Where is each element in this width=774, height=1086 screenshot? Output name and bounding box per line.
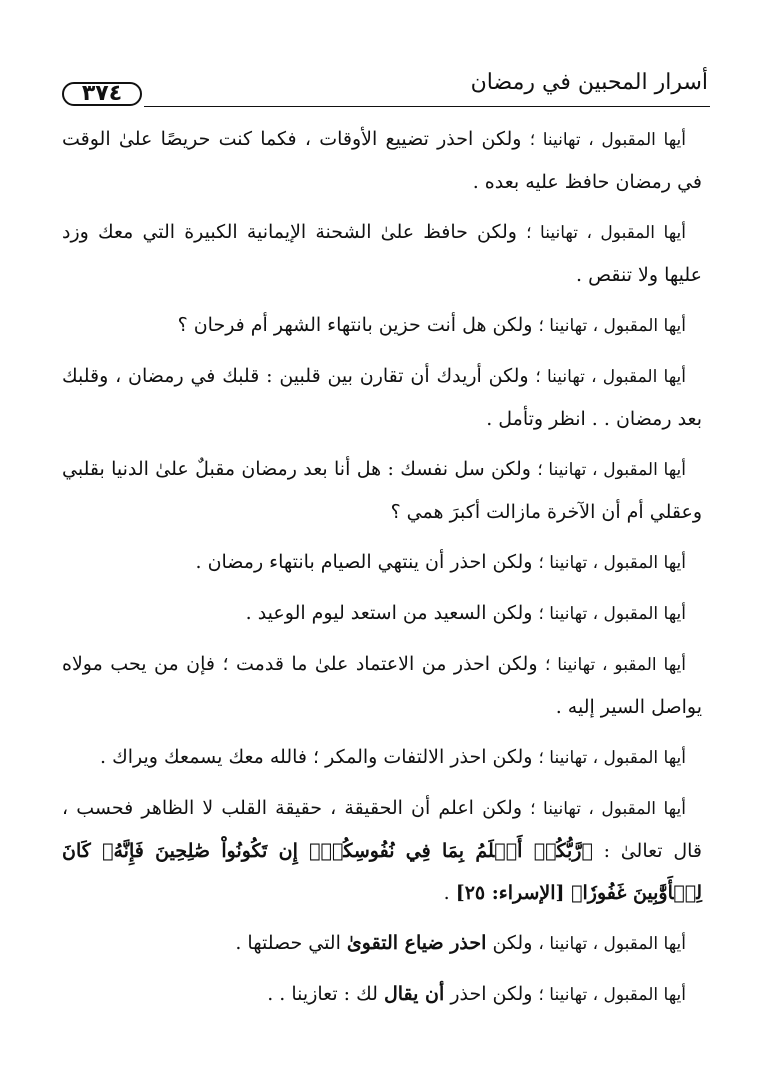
- salutation: أيها المقبول ، تهانينا ؛: [538, 604, 686, 624]
- header-rule: [144, 106, 710, 107]
- paragraph: [62, 592, 702, 635]
- running-title: أسرار المحبين في رمضان: [470, 70, 708, 95]
- page-number-badge: [62, 82, 142, 106]
- paragraph-text: ولكن احذر الالتفات والمكر ؛ فالله معك يسمعك ويراك .: [100, 746, 539, 768]
- paragraph-text: ولكن حافظ علىٰ الشحنة الإيمانية الكبيرة التي معك وزد عليها ولا تنقص .: [62, 221, 702, 286]
- salutation: أيها المقبول ، تهانينا ؛: [538, 985, 686, 1005]
- paragraph-text: ولكن سل نفسك : هل أنا بعد رمضان مقبلٌ علىٰ الدنيا بقلبي وعقلي أم أن الآخرة مازالت أكبرَ همي ؟: [62, 458, 702, 523]
- paragraph: [62, 118, 702, 203]
- salutation: أيها المقبول ، تهانينا ؛: [535, 367, 686, 387]
- paragraph-tail: لك : تعازينا . .: [267, 983, 384, 1005]
- salutation: أيها المقبول ، تهانينا ؛: [526, 223, 686, 243]
- page-header: [62, 62, 710, 112]
- salutation: أيها المقبول ، تهانينا ؛: [529, 130, 686, 150]
- paragraph-text: ولكن احذر من الاعتماد علىٰ ما قدمت ؛ فإن من يحب مولاه يواصل السير إليه .: [62, 653, 702, 718]
- paragraph-text: ولكن احذر أن ينتهي الصيام بانتهاء رمضان .: [195, 551, 539, 573]
- sentence-end: .: [443, 882, 456, 904]
- salutation: أيها المقبول ، تهانينا ؛: [538, 316, 686, 336]
- taqwa-paragraph: [62, 922, 702, 965]
- paragraph: [62, 643, 702, 728]
- paragraph-text: ولكن اعلم أن الحقيقة ، حقيقة القلب لا الظاهر فحسب ، قال تعالىٰ :: [62, 797, 702, 862]
- salutation: أيها المقبول ، تهانينا ؛: [538, 748, 686, 768]
- page-body: [62, 118, 702, 1024]
- paragraph: [62, 355, 702, 440]
- salutation: أيها المقبول ، تهانينا ؛: [537, 460, 686, 480]
- paragraph-text: ولكن السعيد من استعد ليوم الوعيد .: [245, 602, 539, 624]
- paragraph-text: ولكن هل أنت حزين بانتهاء الشهر أم فرحان ؟: [177, 314, 539, 336]
- quran-verse: ﴿رَّبُّكُمۡ أَعۡلَمُ بِمَا فِي نُفُوسِكُمۡۚ إِن تَكُونُواْ صَٰلِحِينَ فَإِنَّهُۥ كَانَ لِلۡأَوَّٰبِينَ غَفُورٗا﴾: [62, 840, 702, 904]
- paragraph: [62, 304, 702, 347]
- paragraph: [62, 211, 702, 296]
- paragraph-tail: التي حصلتها .: [235, 932, 347, 954]
- verse-reference: [الإسراء: ٢٥]: [455, 882, 572, 904]
- paragraph-text: ولكن أريدك أن تقارن بين قلبين : قلبك في رمضان ، وقلبك بعد رمضان . . انظر وتأمل .: [62, 365, 702, 430]
- paragraph-text: ولكن احذر تضييع الأوقات ، فكما كنت حريصًا علىٰ الوقت في رمضان حافظ عليه بعده .: [62, 128, 702, 193]
- salutation: أيها المقبو ، تهانينا ؛: [545, 655, 686, 675]
- page-number: ٣٧٤: [81, 81, 123, 106]
- last-paragraph: [62, 973, 702, 1016]
- paragraph-lead: ولكن احذر: [444, 983, 539, 1005]
- salutation: أيها المقبول ، تهانينا ،: [538, 934, 686, 954]
- paragraph-lead: ولكن: [486, 932, 539, 954]
- emphasized-text: أن يقال: [383, 983, 445, 1005]
- paragraph: [62, 448, 702, 533]
- salutation: أيها المقبول ، تهانينا ؛: [530, 799, 686, 819]
- paragraph: [62, 736, 702, 779]
- salutation: أيها المقبول ، تهانينا ؛: [538, 553, 686, 573]
- emphasized-text: احذر ضياع التقوىٰ: [346, 932, 487, 954]
- paragraph: [62, 541, 702, 584]
- quran-paragraph: [62, 787, 702, 914]
